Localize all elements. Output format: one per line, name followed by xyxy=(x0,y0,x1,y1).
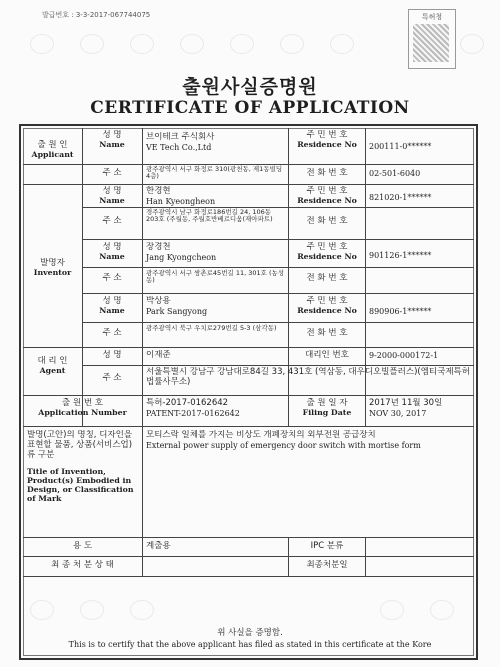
document-number: 발급번호 : 3-3-2017-067744075 xyxy=(42,11,151,19)
name-label-ko: 성 명 xyxy=(102,296,122,306)
inventor-label-ko: 발명자 xyxy=(40,258,65,268)
name-label-en: Name xyxy=(99,305,125,315)
inventor-tel-label: 전 화 번 호 xyxy=(306,328,348,338)
name-label-ko: 성 명 xyxy=(102,130,122,140)
filing-date-label xyxy=(289,398,365,426)
filing-date-ko: 2017년 11월 30일 xyxy=(369,398,443,408)
certification-statement-ko: 위 사실을 증명함. xyxy=(217,628,283,638)
application-label-ko: 출 원 번 호 xyxy=(62,398,103,408)
agent-name-value: 이재준 xyxy=(146,350,171,360)
application-number-label xyxy=(23,398,142,426)
filing-date-en: NOV 30, 2017 xyxy=(369,408,427,418)
applicant-resno-label xyxy=(289,130,365,164)
row-divider xyxy=(82,322,474,323)
invention-title-en: External power supply of emergency door switch with mortise form xyxy=(146,440,421,450)
inventor-name-en: Jang Kyongcheon xyxy=(146,252,217,262)
agent-address-label: 주 소 xyxy=(102,373,122,383)
final-date-label: 최종처분일 xyxy=(306,560,348,570)
row-divider xyxy=(23,395,474,396)
final-status-label: 최 종 처 분 상 태 xyxy=(51,560,114,570)
application-number-ko: 특허-2017-0162642 xyxy=(146,398,229,408)
agent-section-label xyxy=(23,356,82,388)
watermark-mark xyxy=(460,34,484,54)
resno-label-en: Residence No xyxy=(297,251,357,261)
row-divider xyxy=(82,239,474,240)
applicant-name-ko: 브이테크 주식회사 xyxy=(146,132,215,142)
row-divider xyxy=(23,347,474,348)
applicant-tel-value: 02-501-6040 xyxy=(369,169,421,178)
inventor-address-value: 경주광역시 남구 화정로186번길 24, 106동 203호 (주월동, 주월호반베르디움(재아파트) xyxy=(146,208,273,224)
applicant-tel-label: 전 화 번 호 xyxy=(306,168,348,178)
inventor-address-value: 광주광역시 서구 쌍촌로45번길 11, 301호 (농성동) xyxy=(146,269,285,285)
name-label-ko: 성 명 xyxy=(102,242,122,252)
row-divider xyxy=(82,365,474,366)
agent-number-value: 9-2000-000172-1 xyxy=(369,351,439,360)
watermark-mark xyxy=(330,34,354,54)
inventor-name-ko: 박상용 xyxy=(146,296,171,306)
applicant-name-value xyxy=(143,132,288,164)
name-label-en: Name xyxy=(99,139,125,149)
name-label-en: Name xyxy=(99,251,125,261)
use-label: 용 도 xyxy=(72,541,93,551)
inventor-name-label xyxy=(82,242,142,267)
inventor-name-value xyxy=(143,296,288,322)
title-korean: 출원사실증명원 xyxy=(182,76,318,98)
resno-label-en: Residence No xyxy=(297,305,357,315)
row-divider xyxy=(23,184,474,185)
inventor-address-label: 주 소 xyxy=(102,273,122,283)
inventor-tel-label: 전 화 번 호 xyxy=(306,216,348,226)
row-divider xyxy=(82,267,474,268)
inventor-resno-label xyxy=(289,186,365,207)
application-label-en: Application Number xyxy=(38,407,127,417)
title-label-ko: 발명(고안)의 명칭, 디자인을 표현할 물품, 상품(서비스업)류 구분 xyxy=(27,430,133,460)
title-of-invention-value xyxy=(143,430,474,535)
inventor-name-ko: 한경현 xyxy=(146,186,171,196)
inventor-section-label xyxy=(23,258,82,288)
applicant-resno-value: 200111-0****** xyxy=(369,142,432,151)
agent-address-value: 서울특별시 강남구 강남대로84길 33, 431호 (역삼동, 대우디오빌플러스)(엠티국제특허법률사무소) xyxy=(146,367,470,387)
inventor-tel-label: 전 화 번 호 xyxy=(306,273,348,283)
inventor-name-value xyxy=(143,242,288,267)
inventor-label-en: Inventor xyxy=(33,267,72,277)
column-divider xyxy=(365,537,366,576)
watermark-mark xyxy=(280,34,304,54)
resno-label-ko: 주 민 번 호 xyxy=(306,242,348,252)
resno-label-ko: 주 민 번 호 xyxy=(306,296,348,306)
resno-label-en: Residence No xyxy=(297,195,357,205)
applicant-name-label xyxy=(82,130,142,164)
inventor-address-value: 광주광역시 북구 우치로279번길 5-3 (삼각동) xyxy=(146,324,277,332)
inventor-resno-value: 890906-1****** xyxy=(369,307,432,316)
row-divider xyxy=(82,293,474,294)
inventor-resno-label xyxy=(289,242,365,267)
applicant-label-ko: 출 원 인 xyxy=(37,140,68,150)
seal-label: 특허청 xyxy=(421,13,443,21)
resno-label-ko: 주 민 번 호 xyxy=(306,186,348,196)
certification-statement-en: This is to certify that the above applicant has filed as stated in this certificate at the Kore xyxy=(68,640,432,649)
row-divider xyxy=(23,576,474,577)
inventor-resno-value: 821020-1****** xyxy=(369,193,432,202)
filing-date-label-ko: 출 원 일 자 xyxy=(306,398,348,408)
inventor-address-label: 주 소 xyxy=(102,328,122,338)
office-seal xyxy=(408,9,456,69)
row-divider xyxy=(23,537,474,538)
resno-label-en: Residence No xyxy=(297,139,357,149)
inventor-resno-label xyxy=(289,296,365,322)
applicant-address-value: 광주광역시 서구 화정로 310(광천동, 제1동빌딩4층) xyxy=(146,165,283,181)
agent-label-ko: 대 리 인 xyxy=(37,356,68,366)
watermark-mark xyxy=(180,34,204,54)
agent-number-label: 대리인 번호 xyxy=(305,350,349,360)
applicant-address-label: 주 소 xyxy=(102,168,122,178)
agent-name-label: 성 명 xyxy=(102,350,122,360)
watermark-mark xyxy=(30,34,54,54)
application-number-en: PATENT-2017-0162642 xyxy=(146,408,240,418)
filing-date-value xyxy=(366,398,474,426)
seal-pattern xyxy=(413,24,449,62)
inventor-name-en: Park Sangyong xyxy=(146,306,208,316)
row-divider xyxy=(23,426,474,427)
applicant-name-en: VE Tech Co.,Ltd xyxy=(146,142,212,152)
inventor-address-label: 주 소 xyxy=(102,216,122,226)
inventor-name-ko: 장경천 xyxy=(146,242,171,252)
application-number-value xyxy=(143,398,288,426)
inventor-name-label xyxy=(82,186,142,207)
inventor-name-en: Han Kyeongheon xyxy=(146,196,216,206)
applicant-section-label xyxy=(23,140,82,170)
watermark-mark xyxy=(80,34,104,54)
name-label-ko: 성 명 xyxy=(102,186,122,196)
title-english: CERTIFICATE OF APPLICATION xyxy=(90,98,410,118)
watermark-mark xyxy=(230,34,254,54)
watermark-mark xyxy=(130,34,154,54)
applicant-label-en: Applicant xyxy=(31,149,74,159)
invention-title-ko: 모티스락 일체를 가지는 비상도 개폐장치의 외부전원 공급장치 xyxy=(146,430,376,440)
inventor-name-value xyxy=(143,186,288,207)
ipc-label: IPC 분류 xyxy=(310,541,344,551)
row-divider xyxy=(23,556,474,557)
name-label-en: Name xyxy=(99,195,125,205)
resno-label-ko: 주 민 번 호 xyxy=(306,130,348,140)
inventor-resno-value: 901126-1****** xyxy=(369,251,432,260)
agent-label-en: Agent xyxy=(39,365,66,375)
inventor-name-label xyxy=(82,296,142,322)
use-value: 계출용 xyxy=(146,541,171,551)
title-of-invention-label xyxy=(24,430,141,535)
title-label-en: Title of Invention, Product(s) Embodied in Design, or Classification of Mark xyxy=(27,467,134,504)
filing-date-label-en: Filing Date xyxy=(302,407,352,417)
